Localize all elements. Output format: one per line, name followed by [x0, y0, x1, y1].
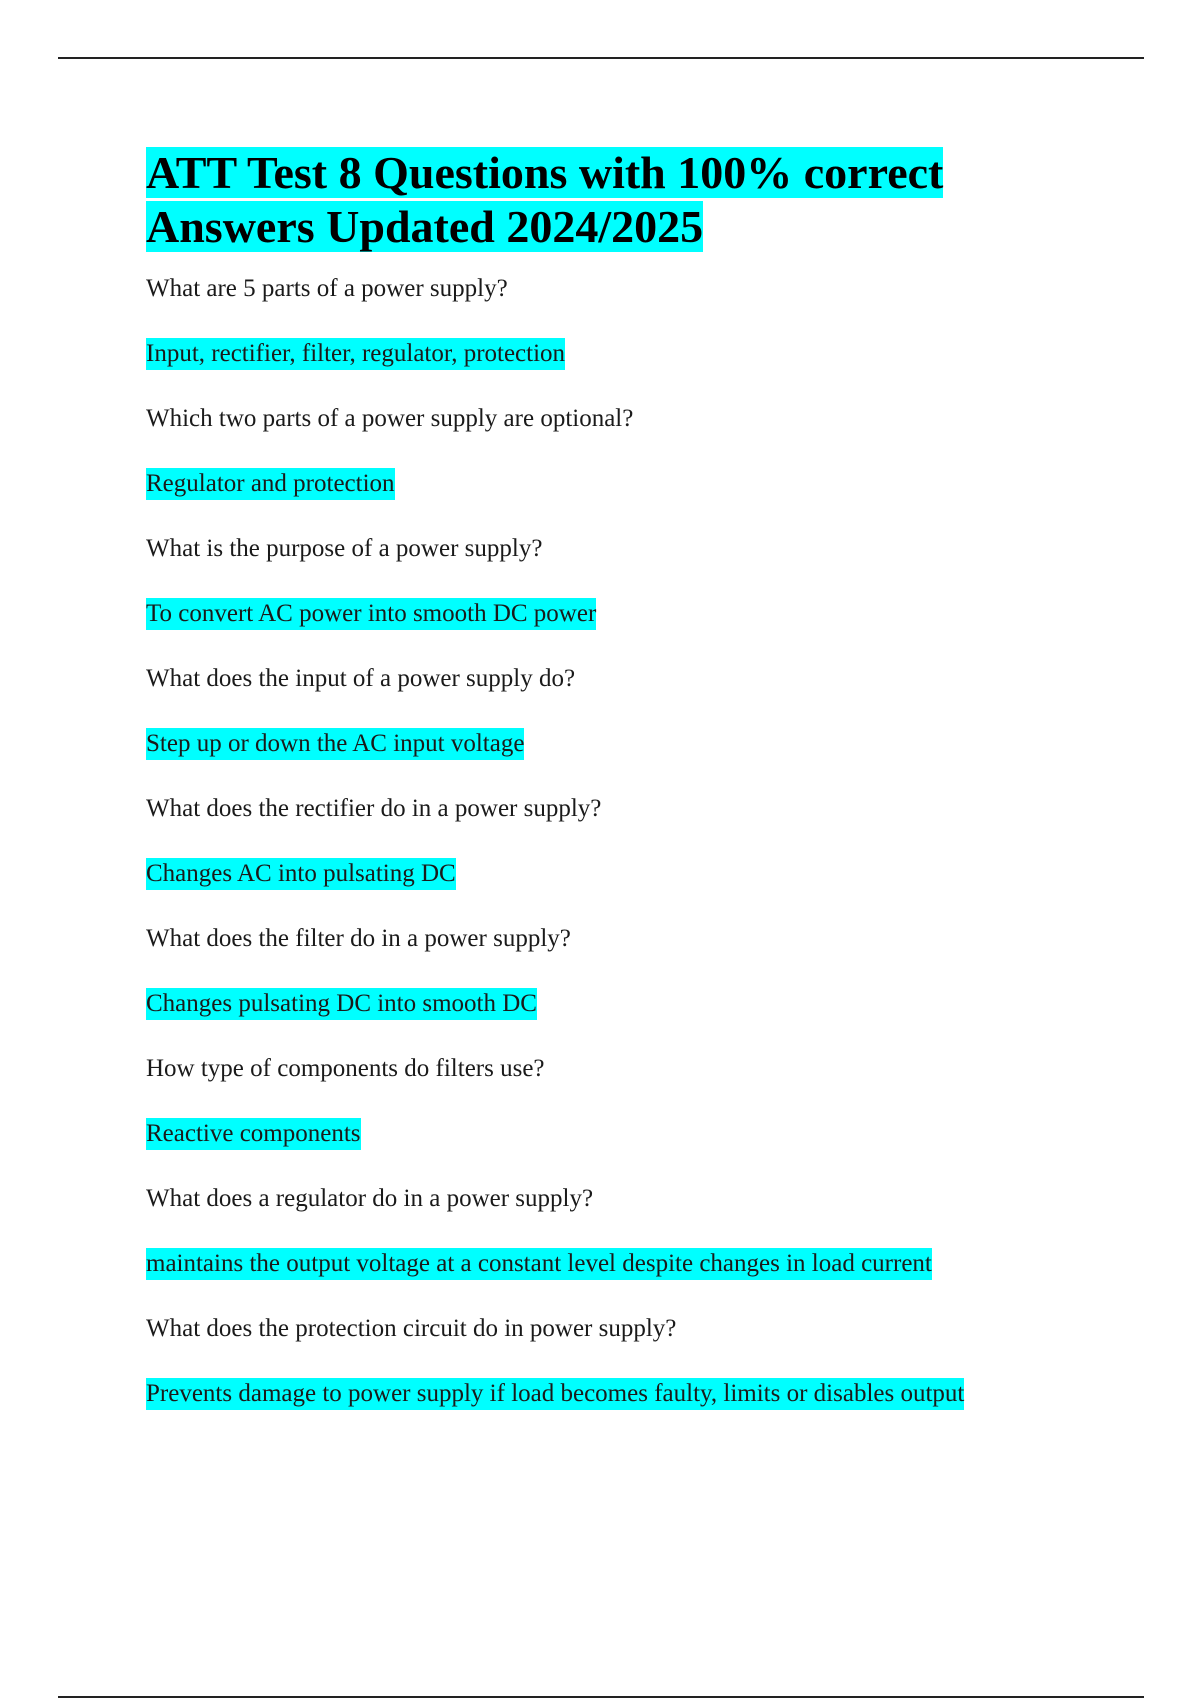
answer-9: Prevents damage to power supply if load becomes faulty, limits or disables output [146, 1379, 1096, 1444]
answer-4: Step up or down the AC input voltage [146, 729, 1096, 794]
document-title [146, 146, 1096, 254]
question-9: What does the protection circuit do in power supply? [146, 1315, 677, 1342]
document-content [146, 146, 1096, 1444]
question-2: Which two parts of a power supply are optional? [146, 405, 634, 432]
bottom-divider [58, 1696, 1144, 1698]
question-1: What are 5 parts of a power supply? [146, 275, 508, 302]
question-4: What does the input of a power supply do? [146, 665, 576, 692]
question-5: What does the rectifier do in a power supply? [146, 795, 602, 822]
question-8: What does a regulator do in a power supply? [146, 1185, 594, 1212]
answer-1: Input, rectifier, filter, regulator, protection [146, 339, 1096, 404]
question-7: How type of components do filters use? [146, 1055, 545, 1082]
question-6: What does the filter do in a power supply? [146, 925, 571, 952]
top-divider [58, 57, 1144, 59]
answer-5: Changes AC into pulsating DC [146, 859, 1096, 924]
qa-list [146, 274, 1096, 1444]
answer-3: To convert AC power into smooth DC power [146, 599, 1096, 664]
question-3: What is the purpose of a power supply? [146, 535, 543, 562]
answer-7: Reactive components [146, 1119, 1096, 1184]
answer-8: maintains the output voltage at a constant level despite changes in load current [146, 1249, 1096, 1314]
document-title-text: ATT Test 8 Questions with 100% correct Answers Updated 2024/2025 [146, 147, 944, 252]
answer-6: Changes pulsating DC into smooth DC [146, 989, 1096, 1054]
answer-2: Regulator and protection [146, 469, 1096, 534]
